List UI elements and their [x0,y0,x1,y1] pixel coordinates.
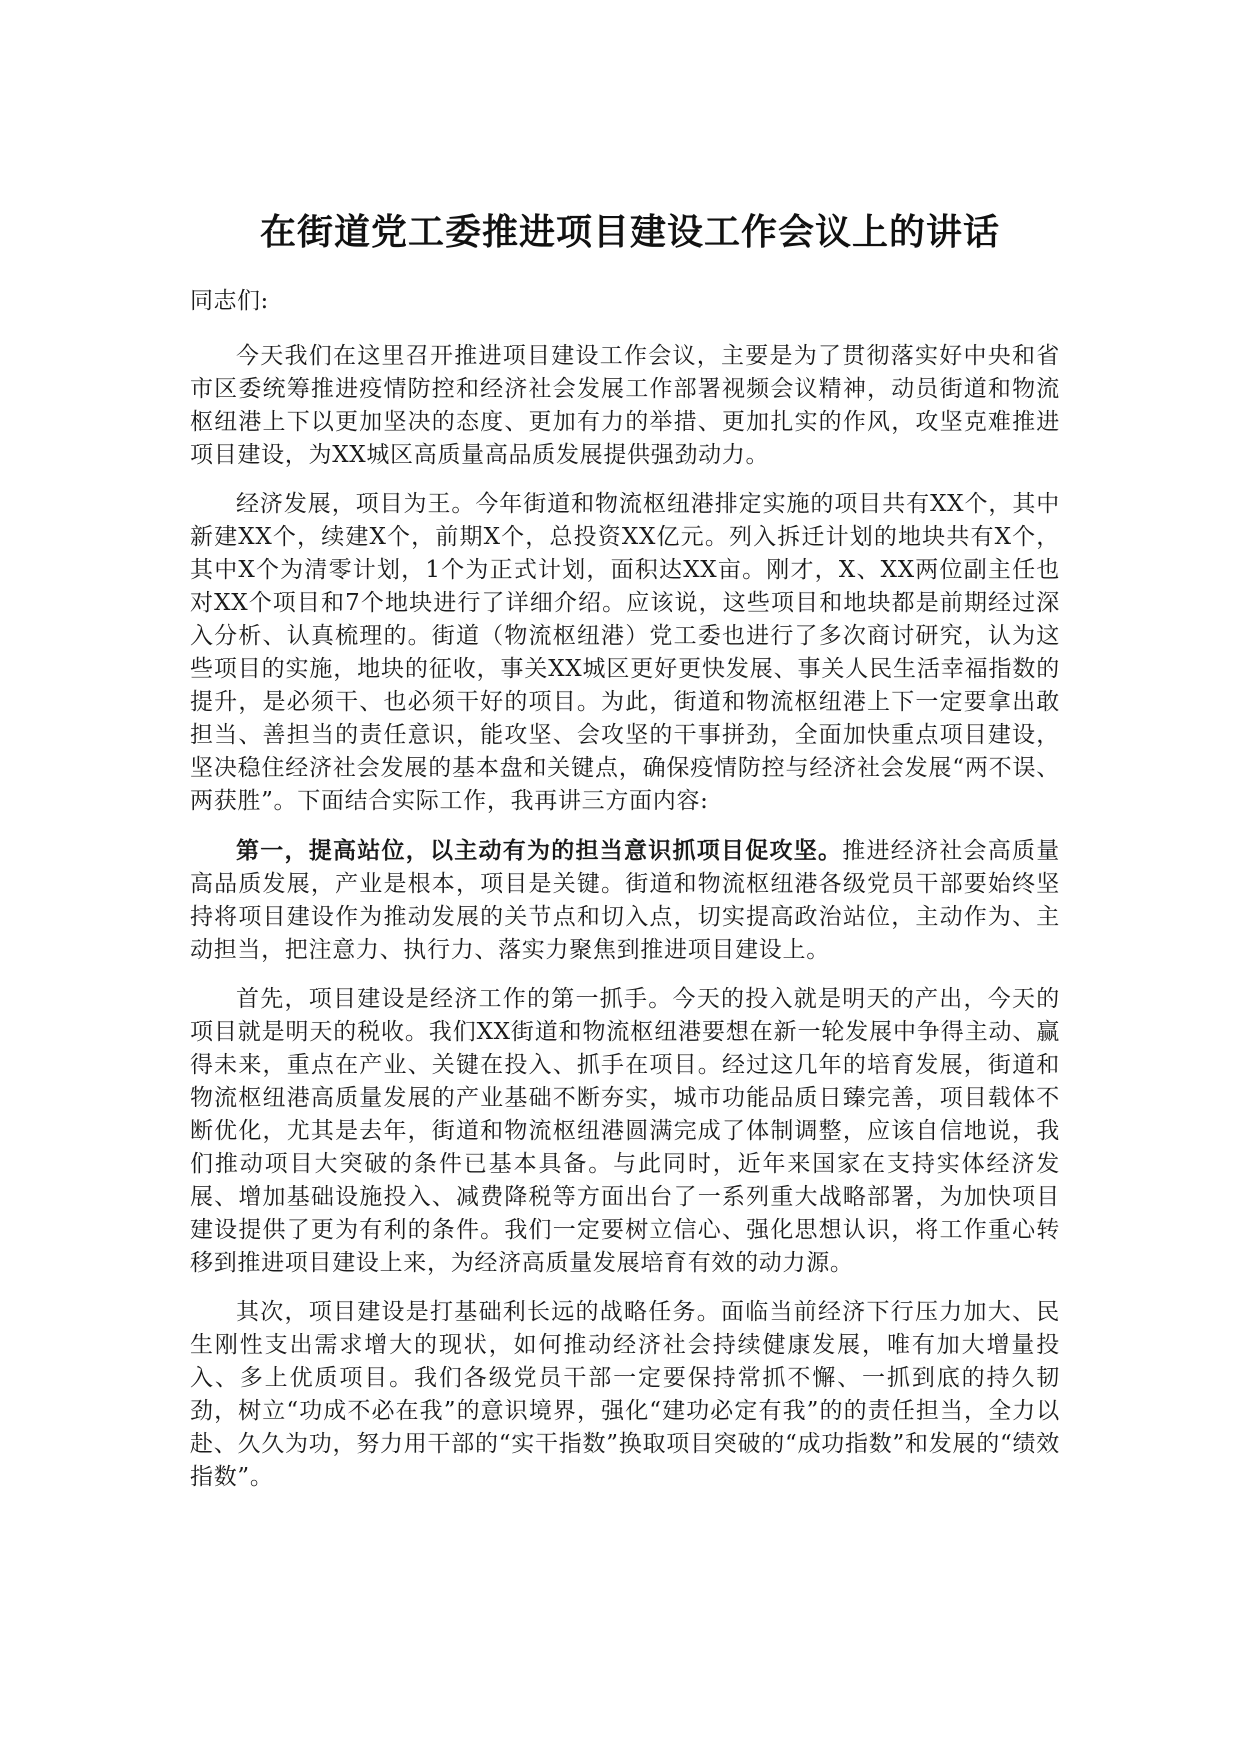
paragraph-lead-heading: 第一，提高站位，以主动有为的担当意识抓项目促攻坚。 [236,837,843,864]
salutation: 同志们: [190,288,269,314]
document-title: 在街道党工委推进项目建设工作会议上的讲话 [259,212,1000,253]
paragraph [190,983,1060,1280]
paragraph-body: 首先，项目建设是经济工作的第一抓手。今天的投入就是明天的产出，今天的项目就是明天的税收。我们XX街道和物流枢纽港要想在新一轮发展中争得主动、赢得未来，重点在产业、关键在投入、抓手在项目。经过这几年的培育发展，街道和物流枢纽港高质量发展的产业基础不断夯实，城市功能品质日臻完善，项目载体不断优化，尤其是去年，街道和物流枢纽港圆满完成了体制调整，应该自信地说，我们推动项目大突破的条件已基本具备。与此同时，近年来国家在支持实体经济发展、增加基础设施投入、减费降税等方面出台了一系列重大战略部署，为加快项目建设提供了更为有利的条件。我们一定要树立信心、强化思想认识，将工作重心转移到推进项目建设上来，为经济高质量发展培育有效的动力源。 [190,986,1060,1276]
paragraph-body: 今天我们在这里召开推进项目建设工作会议，主要是为了贯彻落实好中央和省市区委统筹推进疫情防控和经济社会发展工作部署视频会议精神，动员街道和物流枢纽港上下以更加坚决的态度、更加有力的举措、更加扎实的作风，攻坚克难推进项目建设，为XX城区高质量高品质发展提供强劲动力。 [190,343,1060,468]
paragraph [190,1296,1060,1494]
paragraph-body: 推进经济社会高质量高品质发展，产业是根本，项目是关键。街道和物流枢纽港各级党员干部要始终坚持将项目建设作为推动发展的关节点和切入点，切实提高政治站位，主动作为、主动担当，把注意力、执行力、落实力聚焦到推进项目建设上。 [190,838,1060,963]
paragraph [190,834,1060,967]
paragraph [190,340,1060,472]
paragraph [190,488,1060,818]
paragraph-body: 其次，项目建设是打基础利长远的战略任务。面临当前经济下行压力加大、民生刚性支出需求增大的现状，如何推动经济社会持续健康发展，唯有加大增量投入、多上优质项目。我们各级党员干部一定要保持常抓不懈、一抓到底的持久韧劲，树立“功成不必在我”的意识境界，强化“建功必定有我”的的责任担当，全力以赴、久久为功，努力用干部的“实干指数”换取项目突破的“成功指数”和发展的“绩效指数”。 [190,1299,1060,1490]
paragraph-body: 经济发展，项目为王。今年街道和物流枢纽港排定实施的项目共有XX个，其中新建XX个，续建X个，前期X个，总投资XX亿元。列入拆迁计划的地块共有X个，其中X个为清零计划，1个为正式计划，面积达XX亩。刚才，X、XX两位副主任也对XX个项目和7个地块进行了详细介绍。应该说，这些项目和地块都是前期经过深入分析、认真梳理的。街道（物流枢纽港）党工委也进行了多次商讨研究，认为这些项目的实施，地块的征收，事关XX城区更好更快发展、事关人民生活幸福指数的提升，是必须干、也必须干好的项目。为此，街道和物流枢纽港上下一定要拿出敢担当、善担当的责任意识，能攻坚、会攻坚的干事拼劲，全面加快重点项目建设，坚决稳住经济社会发展的基本盘和关键点，确保疫情防控与经济社会发展“两不误、两获胜”。下面结合实际工作，我再讲三方面内容: [190,491,1060,814]
